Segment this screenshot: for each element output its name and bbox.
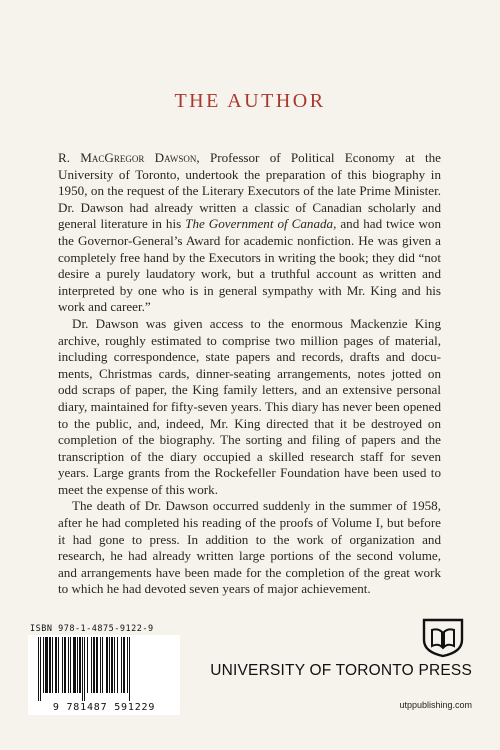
barcode-bar (106, 637, 108, 693)
paragraph-3: The death of Dr. Dawson occurred suddenly in the summer of 1958, after he had completed his reading of the proofs of Volume I, but before it had gone to press. In addition to the work of organization and research, he had already written large portions of the second volume, and arrangements have been made for the completion of the great work to which he had devoted seven years of major achievement. (58, 498, 441, 597)
barcode-bar (64, 637, 66, 693)
publisher-name: UNIVERSITY OF TORONTO PRESS (210, 662, 472, 679)
barcode-bar (87, 637, 88, 693)
isbn-label: ISBN 978-1-4875-9122-9 (30, 624, 154, 634)
barcode-bar (77, 637, 78, 693)
paragraph-2: Dr. Dawson was given access to the enormous Mackenzie King archive, roughly estimated to comprise two million pages of material, including correspondence, state papers and records, drafts and documents, Christmas cards, dinner-seating arrangements, notes jotted on odd scraps of paper, the King family letters, and an extensive personal diary, maintained for fifty-seven years. This diary has never been opened to the public, and, indeed, Mr. King directed that it be destroyed on completion of the biography. The sorting and filing of papers and the transcription of the diary occupied a skilled research staff for seven years. Large grants from the Rockefeller Foundation have been used to meet the expense of this work. (58, 315, 441, 497)
barcode-bar (102, 637, 103, 693)
barcode-bar (96, 637, 98, 693)
paragraph-1 (58, 150, 441, 316)
barcode-bar (55, 637, 57, 693)
barcode-bar (91, 637, 92, 693)
barcode-bar (111, 637, 113, 693)
paragraph-1-text-b: , and had twice won the Governor-General’s Award for academic nonfiction. He was given a completely free hand by the Executors in writing the book; they did “not desire a purely laudatory work, but a truthful account as written and interpreted by one who is in general sympathy with Mr. King and his work and career.” (58, 216, 441, 315)
barcode-bar (114, 637, 115, 693)
barcode-bar (43, 637, 44, 693)
barcode-bar (100, 637, 101, 693)
section-title: THE AUTHOR (174, 90, 326, 112)
barcode-bar (73, 637, 76, 693)
utp-book-crest-icon (418, 616, 468, 658)
barcode-bar (52, 637, 53, 693)
barcode-bar (58, 637, 59, 693)
publisher-website: utppublishing.com (399, 700, 472, 710)
barcode-bar (123, 637, 125, 693)
barcode-bar (49, 637, 51, 693)
isbn-barcode (28, 624, 180, 716)
barcode-bar (62, 637, 63, 693)
barcode-bar (38, 637, 39, 701)
barcode-bar (109, 637, 110, 693)
barcode-bar (117, 637, 118, 693)
barcode-bar (70, 637, 71, 693)
author-name: R. MacGregor Dawson (58, 150, 197, 165)
barcode-bar (129, 637, 130, 701)
barcode-bar (79, 637, 81, 693)
barcode-bar (84, 637, 85, 701)
barcode-bars-icon (28, 635, 180, 705)
barcode-bar (40, 637, 41, 701)
paragraph-1-text-a: , Professor of Political Economy at the University of Toronto, undertook the preparation of this biography in 1950, on the request of the Literary Executors of the late Prime Minister. Dr. Dawson had already written a classic of Canadian scholarly and general literature in his (58, 150, 441, 232)
author-biography (58, 150, 441, 598)
barcode-bar (45, 637, 48, 693)
barcode-bar (93, 637, 95, 693)
barcode-bar (127, 637, 128, 693)
book-title: The Government of Canada (185, 216, 334, 232)
barcode-bar (68, 637, 69, 693)
barcode-bar (82, 637, 83, 701)
barcode-bar (121, 637, 122, 693)
barcode-digits: 9 781487 591229 (52, 702, 156, 713)
